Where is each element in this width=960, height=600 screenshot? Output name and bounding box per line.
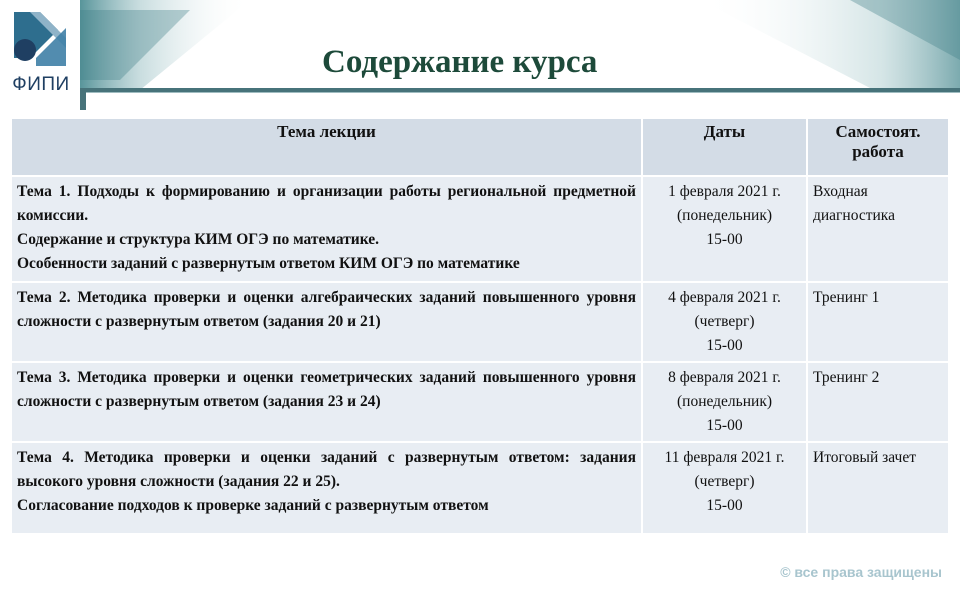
topic-cell	[11, 362, 642, 442]
topic-line: Тема 4. Методика проверки и оценки заданий с развернутым ответом: задания высокого уровня сложности (задания 22 и 25).	[17, 449, 636, 490]
time-text: 15-00	[706, 337, 743, 354]
work-cell: Входная диагностика	[807, 176, 949, 282]
header-work-line1: Самостоят.	[835, 122, 921, 141]
topic-line: Тема 1. Подходы к формированию и организации работы региональной предметной комиссии.	[17, 183, 636, 224]
logo	[0, 0, 80, 100]
header-work-line2: работа	[852, 142, 904, 161]
date-text: 1 февраля 2021 г.	[668, 183, 781, 200]
table-row	[11, 282, 949, 362]
topic-line: Согласование подходов к проверке заданий с развернутым ответом	[17, 497, 489, 514]
weekday-text: (понедельник)	[676, 393, 773, 410]
header-topic: Тема лекции	[11, 118, 642, 176]
logo-text: ФИПИ	[12, 74, 70, 95]
copyright-notice: © все права защищены	[780, 564, 942, 580]
date-cell	[642, 282, 807, 362]
header-dates: Даты	[642, 118, 807, 176]
weekday-text: (четверг)	[694, 473, 755, 490]
work-cell: Тренинг 1	[807, 282, 949, 362]
table-row	[11, 176, 949, 282]
topic-line: Тема 2. Методика проверки и оценки алгебраических заданий повышенного уровня сложности с развернутым ответом (задания 20 и 21)	[17, 289, 636, 330]
topic-line: Тема 3. Методика проверки и оценки геометрических заданий повышенного уровня сложности с развернутым ответом (задания 23 и 24)	[17, 369, 636, 410]
date-text: 11 февраля 2021 г.	[664, 449, 785, 466]
date-cell	[642, 176, 807, 282]
table-row	[11, 442, 949, 534]
table-row	[11, 362, 949, 442]
date-text: 4 февраля 2021 г.	[668, 289, 781, 306]
date-cell	[642, 442, 807, 534]
topic-line: Особенности заданий с развернутым ответом КИМ ОГЭ по математике	[17, 255, 520, 272]
time-text: 15-00	[706, 417, 743, 434]
table-header-row	[11, 118, 949, 176]
page-title: Содержание курса	[322, 44, 598, 80]
date-text: 8 февраля 2021 г.	[668, 369, 781, 386]
topic-cell	[11, 442, 642, 534]
course-table	[10, 117, 950, 535]
weekday-text: (четверг)	[694, 313, 755, 330]
time-text: 15-00	[706, 497, 743, 514]
topic-cell	[11, 282, 642, 362]
header-work	[807, 118, 949, 176]
work-cell: Итоговый зачет	[807, 442, 949, 534]
work-cell: Тренинг 2	[807, 362, 949, 442]
topic-cell	[11, 176, 642, 282]
time-text: 15-00	[706, 231, 743, 248]
topic-line: Содержание и структура КИМ ОГЭ по математике.	[17, 231, 380, 248]
weekday-text: (понедельник)	[676, 207, 773, 224]
logo-mark-icon	[0, 0, 80, 72]
date-cell	[642, 362, 807, 442]
